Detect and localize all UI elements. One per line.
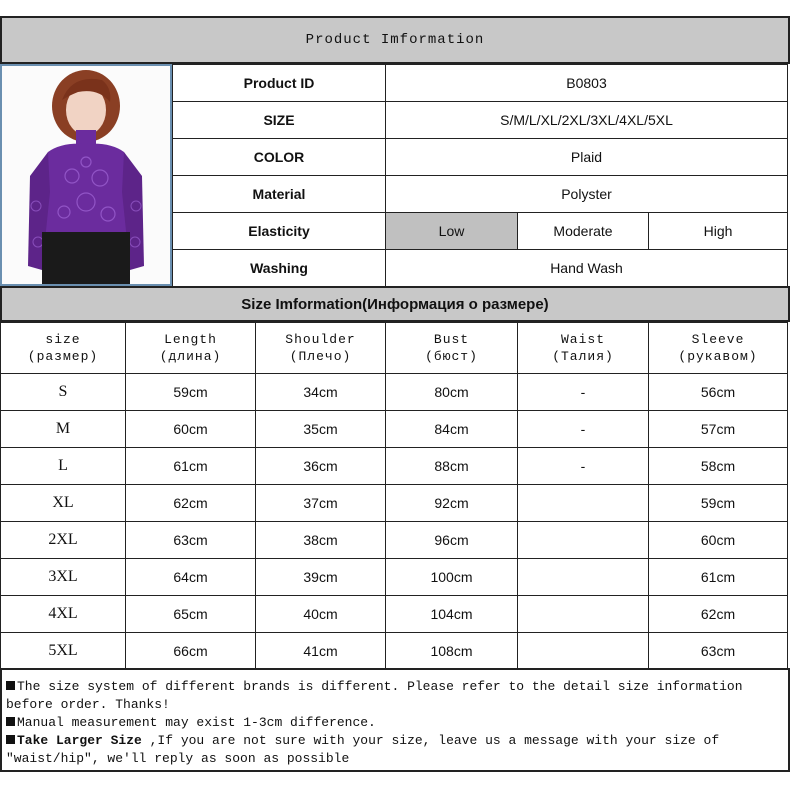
cell-bust: 80cm: [385, 373, 518, 411]
washing-label: Washing: [172, 249, 386, 287]
bullet-square-icon: [6, 735, 15, 744]
note-2-text: Manual measurement may exist 1-3cm difference.: [17, 715, 376, 730]
color-label: COLOR: [172, 138, 386, 176]
cell-size: 3XL: [0, 558, 126, 596]
product-id-label: Product ID: [172, 64, 386, 102]
color-value: Plaid: [385, 138, 788, 176]
cell-waist: [517, 558, 649, 596]
cell-shoulder: 41cm: [255, 632, 386, 669]
product-image: [2, 66, 170, 284]
cell-length: 65cm: [125, 595, 256, 633]
cell-waist: [517, 632, 649, 669]
cell-length: 62cm: [125, 484, 256, 522]
cell-size: XL: [0, 484, 126, 522]
cell-size: 2XL: [0, 521, 126, 559]
cell-waist: [517, 595, 649, 633]
washing-value: Hand Wash: [385, 249, 788, 287]
material-label: Material: [172, 175, 386, 213]
cell-waist: [517, 521, 649, 559]
cell-length: 61cm: [125, 447, 256, 485]
cell-waist: -: [517, 447, 649, 485]
material-value: Polyster: [385, 175, 788, 213]
elasticity-moderate: Moderate: [517, 212, 649, 250]
cell-bust: 104cm: [385, 595, 518, 633]
cell-shoulder: 39cm: [255, 558, 386, 596]
cell-sleeve: 58cm: [648, 447, 788, 485]
cell-size: M: [0, 410, 126, 448]
product-photo: [0, 64, 172, 286]
cell-sleeve: 62cm: [648, 595, 788, 633]
product-id-value: B0803: [385, 64, 788, 102]
table-row: [0, 484, 790, 521]
header-bust-en: Bust: [433, 332, 470, 347]
page-title: Product Imformation: [0, 16, 790, 64]
cell-shoulder: 34cm: [255, 373, 386, 411]
header-shoulder-en: Shoulder: [285, 332, 356, 347]
cell-length: 63cm: [125, 521, 256, 559]
header-shoulder: [255, 322, 386, 374]
header-waist-ru: (Талия): [552, 349, 614, 364]
header-size-en: size: [45, 332, 81, 347]
note-1: [6, 678, 784, 696]
header-bust-ru: (бюст): [425, 349, 478, 364]
cell-shoulder: 38cm: [255, 521, 386, 559]
cell-length: 64cm: [125, 558, 256, 596]
cell-bust: 100cm: [385, 558, 518, 596]
header-waist: [517, 322, 649, 374]
bullet-square-icon: [6, 717, 15, 726]
table-row: [0, 632, 790, 669]
cell-shoulder: 40cm: [255, 595, 386, 633]
size-value: S/M/L/XL/2XL/3XL/4XL/5XL: [385, 101, 788, 139]
note-1-line-2: before order. Thanks!: [6, 697, 170, 712]
header-waist-en: Waist: [560, 332, 605, 347]
cell-sleeve: 57cm: [648, 410, 788, 448]
cell-sleeve: 63cm: [648, 632, 788, 669]
table-row: [0, 595, 790, 632]
cell-size: 4XL: [0, 595, 126, 633]
table-row: [0, 447, 790, 484]
table-row: [0, 410, 790, 447]
note-3: [6, 732, 784, 750]
cell-bust: 84cm: [385, 410, 518, 448]
cell-size: L: [0, 447, 126, 485]
note-2: [6, 714, 784, 732]
cell-length: 66cm: [125, 632, 256, 669]
note-1-line-1: The size system of different brands is different. Please refer to the detail size information: [17, 679, 743, 694]
header-sleeve-en: Sleeve: [691, 332, 745, 347]
bullet-square-icon: [6, 681, 15, 690]
cell-waist: [517, 484, 649, 522]
table-row: [0, 521, 790, 558]
cell-bust: 108cm: [385, 632, 518, 669]
note-3-line-2: "waist/hip", we'll reply as soon as possible: [6, 751, 350, 766]
header-shoulder-ru: (Плечо): [289, 349, 352, 364]
notes-box: [0, 668, 790, 772]
header-size-ru: (размер): [27, 349, 99, 364]
cell-waist: -: [517, 410, 649, 448]
cell-bust: 96cm: [385, 521, 518, 559]
size-section-title: Size Imformation(Информация о размере): [0, 286, 790, 322]
cell-sleeve: 56cm: [648, 373, 788, 411]
cell-bust: 92cm: [385, 484, 518, 522]
cell-waist: -: [517, 373, 649, 411]
cell-shoulder: 37cm: [255, 484, 386, 522]
header-sleeve-ru: (рукавом): [678, 349, 758, 364]
note-3-text: ,If you are not sure with your size, leave us a message with your size of: [141, 733, 720, 748]
cell-shoulder: 36cm: [255, 447, 386, 485]
cell-shoulder: 35cm: [255, 410, 386, 448]
cell-sleeve: 60cm: [648, 521, 788, 559]
header-sleeve: [648, 322, 788, 374]
header-length: [125, 322, 256, 374]
elasticity-high: High: [648, 212, 788, 250]
cell-bust: 88cm: [385, 447, 518, 485]
header-length-ru: (длина): [159, 349, 222, 364]
cell-size: S: [0, 373, 126, 411]
elasticity-label: Elasticity: [172, 212, 386, 250]
note-3-emphasis: Take Larger Size: [17, 733, 142, 748]
cell-length: 59cm: [125, 373, 256, 411]
cell-sleeve: 61cm: [648, 558, 788, 596]
size-label: SIZE: [172, 101, 386, 139]
header-bust: [385, 322, 518, 374]
elasticity-low: Low: [385, 212, 518, 250]
table-row: [0, 373, 790, 410]
table-row: [0, 558, 790, 595]
cell-size: 5XL: [0, 632, 126, 669]
cell-sleeve: 59cm: [648, 484, 788, 522]
cell-length: 60cm: [125, 410, 256, 448]
header-size: [0, 322, 126, 374]
header-length-en: Length: [164, 332, 217, 347]
